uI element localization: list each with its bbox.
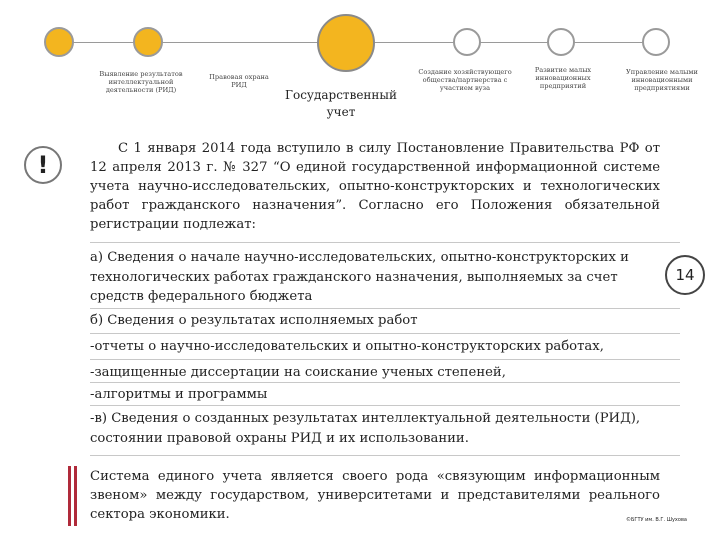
step-2-marker[interactable] [133, 27, 163, 57]
step-1-marker[interactable] [44, 27, 74, 57]
item-a: а) Сведения о начале научно-исследовательских, опытно-конструкторских и технологических работах гражданского назначения, выполняемых за счет средств федерального бюджета [90, 250, 629, 304]
step-3-marker[interactable] [317, 14, 375, 72]
item-b3: -алгоритмы и программы [90, 387, 268, 402]
intro-paragraph: С 1 января 2014 года вступило в силу Постановление Правительства РФ от 12 апреля 2013 г. № 327 “О единой государственной информационной системе учета научно-исследовательских, опытно-конструкторских и технологических работ гражданского назначения”. Согласно его Положения обязательной регистрации подлежат: [90, 141, 660, 232]
step-2-label: Правовая охрана РИД [209, 73, 269, 89]
step-4-label: Создание хозяйствующего общества/партнерства с участием вуза [418, 68, 512, 92]
step-4-marker[interactable] [453, 28, 481, 56]
divider [90, 359, 680, 360]
step-1-label: Выявление результатов интеллектуальной деятельности (РИД) [99, 70, 183, 94]
divider [90, 308, 680, 309]
item-c: -в) Сведения о созданных результатах интеллектуальной деятельности (РИД), состоянии правовой охраны РИД и их использовании. [90, 411, 641, 446]
accent-bar [68, 466, 71, 526]
conclusion-paragraph: Система единого учета является своего рода «связующим информационным звеном» между государством, университетами и представителями реального сектора экономики. [90, 469, 660, 522]
divider [90, 455, 680, 456]
item-b1: -отчеты о научно-исследовательских и опытно-конструкторских работах, [90, 339, 604, 354]
divider [90, 405, 680, 406]
step-6-marker[interactable] [642, 28, 670, 56]
step-5-label: Развитие малых инновационных предприятий [534, 66, 592, 90]
item-b2: -защищенные диссертации на соискание ученых степеней, [90, 365, 506, 380]
step-6-label: Управление малыми инновационными предприятиями [626, 68, 698, 92]
divider [90, 333, 680, 334]
divider [90, 382, 680, 383]
accent-bar [74, 466, 77, 526]
item-b: б) Сведения о результатах исполняемых работ [90, 313, 418, 328]
exclamation-icon: ! [24, 146, 62, 184]
copyright: ©БГТУ им. В.Г. Шухова [626, 517, 687, 523]
step-3-label: Государственный учет [285, 88, 397, 120]
page-number-badge: 14 [665, 255, 705, 295]
step-5-marker[interactable] [547, 28, 575, 56]
divider [90, 242, 680, 243]
